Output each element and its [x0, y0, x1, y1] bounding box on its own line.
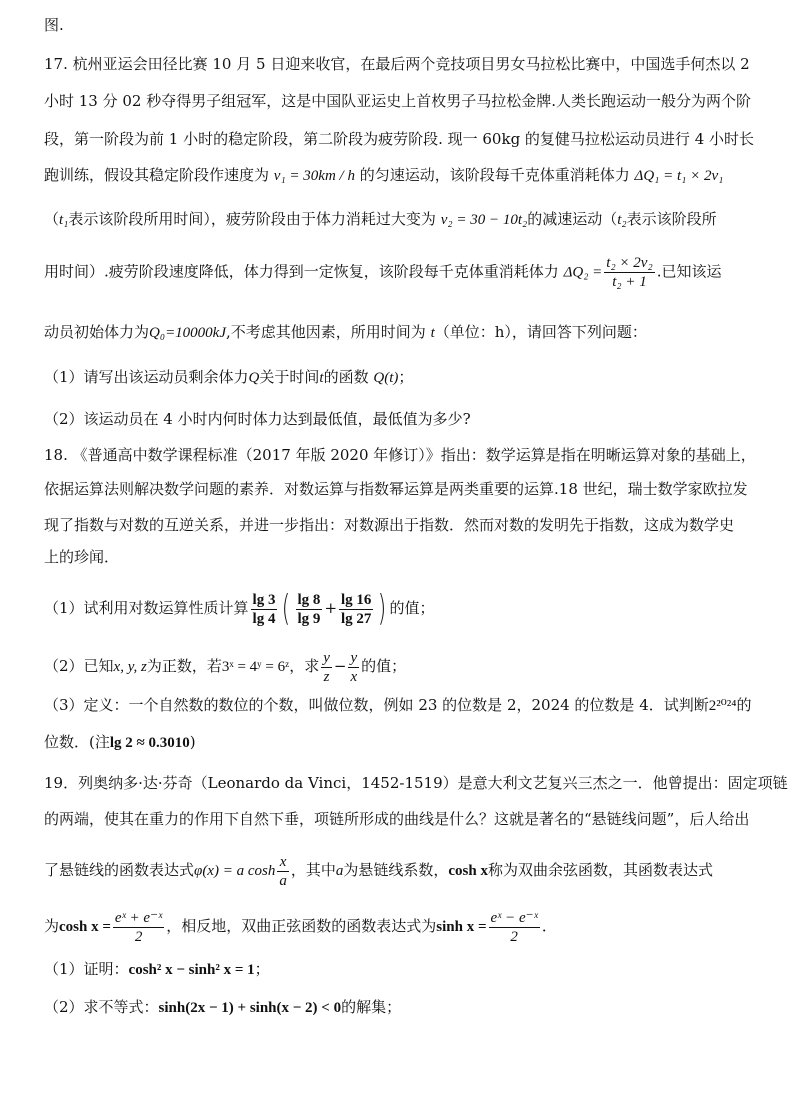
text: （3）定义：一个自然数的数位的个数，叫做位数，例如 23 的位数是 2，2024 的位数是 4．试判断 — [44, 696, 709, 714]
math-dq2-lhs: ΔQ₂ = — [563, 264, 603, 281]
plus-sign: + — [324, 599, 338, 617]
text: （1）证明： — [44, 960, 129, 978]
math-t: t — [319, 370, 324, 386]
math-inequality: sinh(2x − 1) + sinh(x − 2) < 0 — [158, 1000, 342, 1016]
text: 了悬链线的函数表达式 — [44, 861, 195, 879]
problem-17-question-1 — [44, 366, 413, 389]
problem-18-question-3-cont — [44, 731, 196, 754]
frac-y-z — [321, 649, 332, 686]
text: 的函数 — [323, 368, 369, 386]
text: ) — [189, 733, 196, 751]
math-2-pow-2024: 2²⁰²⁴ — [708, 698, 737, 714]
math-dq2-num: t₂ × 2v₂ — [606, 255, 653, 271]
frac-num: eˣ − e⁻ˣ — [490, 909, 538, 926]
text: （1）试利用对数运算性质计算 — [44, 599, 249, 617]
frac-sinh — [489, 909, 540, 946]
text: 的匀速运动，该阶段每千克体重消耗体力 — [359, 166, 630, 184]
text: 的值； — [361, 657, 407, 675]
frac-lg8-lg9 — [296, 591, 323, 628]
frac-lg3-lg4 — [251, 591, 278, 628]
math-coshx: cosh x — [448, 863, 488, 879]
problem-18-line-4: 上的珍闻． — [44, 548, 120, 566]
problem-17-question-2: （2）该运动员在 4 小时内何时体力达到最低值，最低值为多少? — [44, 410, 471, 428]
text: 表示该阶段所用时间），疲劳阶段由于体力消耗过大变为 — [68, 210, 436, 228]
math-xyz: x, y, z — [113, 659, 147, 675]
problem-17-line-3: 段，第一阶段为前 1 小时的稳定阶段，第二阶段为疲劳阶段. 现一 60kg 的复健马拉松运动员进行 4 小时长 — [44, 130, 755, 148]
text: （ — [44, 210, 60, 228]
frac-num: y — [350, 649, 358, 666]
frac-num: x — [277, 853, 289, 872]
problem-18-line-1: 18. 《普通高中数学课程标准（2017 年版 2020 年修订）》指出：数学运算是指在明晰运算对象的基础上， — [44, 446, 756, 464]
frac-cosh — [113, 909, 164, 946]
text: 的解集； — [341, 998, 402, 1016]
problem-19-line-4 — [44, 906, 557, 946]
text: 关于时间 — [259, 368, 320, 386]
frac-den: x — [350, 668, 358, 685]
math-q0: Q₀=10000kJ — [149, 325, 227, 341]
frac-x-a — [277, 853, 289, 890]
problem-19-line-1: 19．列奥纳多·达·芬奇（Leonardo da Vinci，1452-1519）是意大利文艺复兴三杰之一．他曾提出：固定项链 — [44, 774, 788, 792]
frac-den: a — [279, 872, 287, 889]
math-Q: Q — [248, 370, 260, 386]
frac-den: 2 — [134, 928, 143, 945]
text: ． — [541, 917, 557, 935]
text: ； — [254, 960, 270, 978]
frac-den: lg 4 — [252, 610, 276, 627]
problem-17-line-5 — [44, 208, 717, 231]
frac-lg16-lg27 — [339, 591, 373, 628]
math-dq1: ΔQ₁ = t₁ × 2v₁ — [634, 168, 724, 184]
math-t: t — [430, 325, 435, 341]
problem-17-line-7 — [44, 321, 647, 344]
frac-num: eˣ + e⁻ˣ — [114, 909, 163, 926]
text: （2）求不等式： — [44, 998, 159, 1016]
math-v2: v₂ = 30 − 10t₂ — [440, 212, 528, 228]
text: ，相反地，双曲正弦函数的函数表达式为 — [166, 917, 437, 935]
text: 为悬链线系数， — [343, 861, 449, 879]
problem-19-question-1 — [44, 958, 270, 981]
minus-sign: − — [333, 657, 347, 675]
text: 表示该阶段所 — [626, 210, 717, 228]
math-lg2: lg 2 ≈ 0.3010 — [109, 735, 190, 751]
problem-17-line-4 — [44, 164, 723, 187]
frac-num: lg 3 — [252, 591, 276, 608]
text: ,不考虑其他因素，所用时间为 — [226, 323, 426, 341]
problem-18-question-3 — [44, 694, 752, 717]
math-exp-eq: 3ˣ = 4ʸ = 6ᶻ — [221, 659, 290, 675]
math-phi-lhs: φ(x) = a cosh — [194, 863, 276, 879]
text: （单位：h），请回答下列问题： — [434, 323, 647, 341]
problem-19-line-3 — [44, 850, 713, 890]
text: 用时间）.疲劳阶段速度降低，体力得到一定恢复，该阶段每千克体重消耗体力 — [44, 262, 559, 281]
problem-19-question-2 — [44, 996, 401, 1019]
left-paren: ( — [282, 588, 291, 629]
text: ； — [398, 368, 414, 386]
problem-18-line-2: 依据运算法则解决数学问题的素养．对数运算与指数幂运算是两类重要的运算.18 世纪，瑞士数学家欧拉发 — [44, 480, 748, 498]
frac-den: lg 9 — [297, 610, 321, 627]
frac-den: z — [323, 668, 330, 685]
text: 为正数，若 — [146, 657, 222, 675]
text: 的 — [736, 696, 752, 714]
text: （2）已知 — [44, 657, 114, 675]
text: 的值； — [389, 599, 435, 617]
text: .已知该运 — [656, 262, 722, 281]
math-t1: t₁ — [59, 212, 69, 228]
math-cosh-lhs: cosh x = — [59, 919, 111, 935]
math-sinh-lhs: sinh x = — [436, 919, 487, 935]
math-a: a — [335, 863, 344, 879]
math-identity: cosh² x − sinh² x = 1 — [128, 962, 255, 978]
text: （1）请写出该运动员剩余体力 — [44, 368, 249, 386]
frac-den: lg 27 — [341, 610, 372, 627]
text: 为 — [44, 917, 60, 935]
problem-18-line-3: 现了指数与对数的互逆关系，并进一步指出：对数源出于指数．然而对数的发明先于指数，这成为数学史 — [44, 516, 735, 534]
text: 称为双曲余弦函数，其函数表达式 — [487, 861, 713, 879]
problem-17-line-6 — [44, 254, 721, 291]
text: ，其中 — [290, 861, 336, 879]
text: 的减速运动（ — [527, 210, 618, 228]
problem-18-question-1 — [44, 588, 435, 628]
frac-den: 2 — [510, 928, 518, 945]
math-v1: v₁ = 30km / h — [273, 168, 355, 184]
text: 动员初始体力为 — [44, 323, 150, 341]
problem-17-line-1: 17. 杭州亚运会田径比赛 10 月 5 日迎来收官，在最后两个竞技项目男女马拉松比赛中，中国选手何杰以 2 — [44, 55, 750, 73]
frac-num: lg 16 — [341, 591, 372, 608]
frac-num: lg 8 — [297, 591, 321, 608]
line-continuation: 图. — [44, 16, 64, 34]
text: 跑训练，假设其稳定阶段作速度为 — [44, 166, 270, 184]
text: 位数．(注 — [44, 733, 110, 751]
math-dq2-den: t₂ + 1 — [612, 274, 647, 290]
frac-y-x — [348, 649, 359, 686]
right-paren: ) — [378, 588, 387, 629]
math-Qt: Q(t) — [373, 370, 399, 386]
frac-num: y — [323, 649, 330, 666]
text: ，求 — [289, 657, 320, 675]
problem-19-line-2: 的两端，使其在重力的作用下自然下垂，项链所形成的曲线是什么？这就是著名的“悬链线问题”，后人给出 — [44, 810, 750, 828]
problem-17-line-2: 小时 13 分 02 秒夺得男子组冠军，这是中国队亚运史上首枚男子马拉松金牌.人类长跑运动一般分为两个阶 — [44, 92, 752, 110]
math-t2: t₂ — [617, 212, 627, 228]
problem-18-question-2 — [44, 648, 406, 684]
math-dq2-frac — [604, 254, 654, 291]
